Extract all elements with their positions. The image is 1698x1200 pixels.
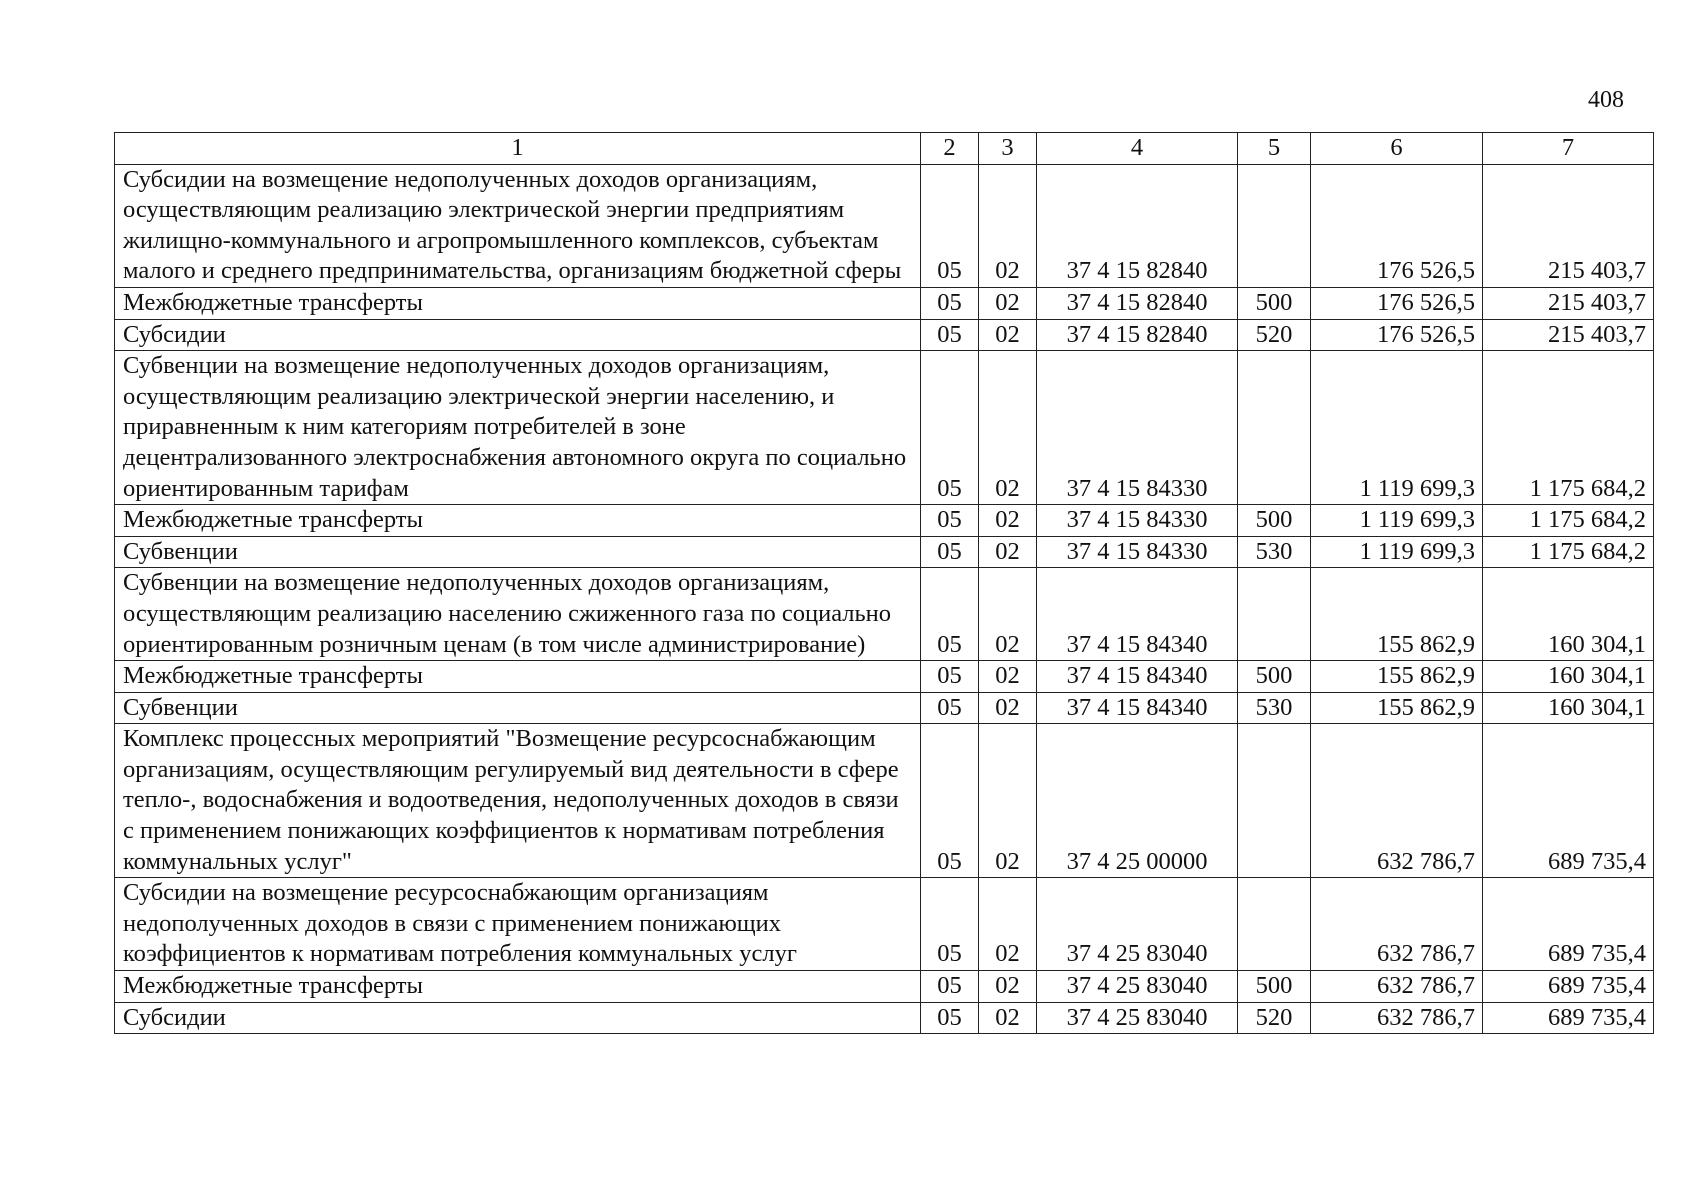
amount-col-7-cell: 689 735,4 [1483, 724, 1654, 878]
amount-col-7-cell: 1 175 684,2 [1483, 505, 1654, 537]
item-name-cell: Межбюджетные трансферты [115, 971, 921, 1003]
subsection-code-cell: 02 [979, 287, 1037, 319]
table-row [115, 568, 1654, 661]
target-article-code-cell: 37 4 15 82840 [1037, 287, 1238, 319]
table-row [115, 351, 1654, 505]
subsection-code-cell: 02 [979, 661, 1037, 693]
target-article-code-cell: 37 4 15 84330 [1037, 536, 1238, 568]
section-code-cell: 05 [921, 724, 979, 878]
subsection-code-cell: 02 [979, 505, 1037, 537]
target-article-code-cell: 37 4 15 84330 [1037, 505, 1238, 537]
amount-col-7-cell: 215 403,7 [1483, 319, 1654, 351]
amount-col-7-cell: 1 175 684,2 [1483, 536, 1654, 568]
table-row [115, 536, 1654, 568]
item-name-cell: Субсидии на возмещение недополученных доходов организациям, осуществляющим реализацию электрической энергии предприятиям жилищно-коммунального и агропромышленного комплексов, субъектам малого и среднего предпринимательства, организациям бюджетной сферы [115, 164, 921, 287]
expense-type-code-cell [1238, 164, 1311, 287]
column-header-5: 5 [1238, 133, 1311, 165]
subsection-code-cell: 02 [979, 724, 1037, 878]
target-article-code-cell: 37 4 15 82840 [1037, 164, 1238, 287]
table-row [115, 724, 1654, 878]
expense-type-code-cell: 520 [1238, 1002, 1311, 1034]
subsection-code-cell: 02 [979, 319, 1037, 351]
item-name-cell: Субвенции [115, 692, 921, 724]
amount-col-6-cell: 632 786,7 [1311, 971, 1483, 1003]
subsection-code-cell: 02 [979, 692, 1037, 724]
section-code-cell: 05 [921, 164, 979, 287]
table-row [115, 971, 1654, 1003]
item-name-cell: Субсидии [115, 1002, 921, 1034]
section-code-cell: 05 [921, 661, 979, 693]
item-name-cell: Субвенции на возмещение недополученных доходов организациям, осуществляющим реализацию населению сжиженного газа по социально ориентированным розничным ценам (в том числе администрирование) [115, 568, 921, 661]
table-row [115, 878, 1654, 971]
amount-col-7-cell: 160 304,1 [1483, 568, 1654, 661]
item-name-cell: Субсидии [115, 319, 921, 351]
subsection-code-cell: 02 [979, 536, 1037, 568]
amount-col-7-cell: 689 735,4 [1483, 878, 1654, 971]
amount-col-7-cell: 215 403,7 [1483, 164, 1654, 287]
table-row [115, 1002, 1654, 1034]
section-code-cell: 05 [921, 536, 979, 568]
table-header-row [115, 133, 1654, 165]
amount-col-6-cell: 176 526,5 [1311, 164, 1483, 287]
expense-type-code-cell: 530 [1238, 536, 1311, 568]
target-article-code-cell: 37 4 25 83040 [1037, 878, 1238, 971]
section-code-cell: 05 [921, 1002, 979, 1034]
amount-col-7-cell: 689 735,4 [1483, 971, 1654, 1003]
amount-col-6-cell: 176 526,5 [1311, 287, 1483, 319]
subsection-code-cell: 02 [979, 351, 1037, 505]
expense-type-code-cell [1238, 351, 1311, 505]
amount-col-6-cell: 155 862,9 [1311, 692, 1483, 724]
amount-col-6-cell: 1 119 699,3 [1311, 351, 1483, 505]
section-code-cell: 05 [921, 319, 979, 351]
table-row [115, 164, 1654, 287]
subsection-code-cell: 02 [979, 1002, 1037, 1034]
expense-type-code-cell [1238, 878, 1311, 971]
section-code-cell: 05 [921, 568, 979, 661]
section-code-cell: 05 [921, 692, 979, 724]
amount-col-6-cell: 155 862,9 [1311, 661, 1483, 693]
table-row [115, 661, 1654, 693]
target-article-code-cell: 37 4 15 84340 [1037, 661, 1238, 693]
column-header-6: 6 [1311, 133, 1483, 165]
table-row [115, 319, 1654, 351]
column-header-7: 7 [1483, 133, 1654, 165]
page-number: 408 [1588, 87, 1624, 113]
column-header-2: 2 [921, 133, 979, 165]
amount-col-6-cell: 1 119 699,3 [1311, 536, 1483, 568]
amount-col-7-cell: 160 304,1 [1483, 692, 1654, 724]
subsection-code-cell: 02 [979, 878, 1037, 971]
section-code-cell: 05 [921, 351, 979, 505]
section-code-cell: 05 [921, 971, 979, 1003]
column-header-3: 3 [979, 133, 1037, 165]
target-article-code-cell: 37 4 25 00000 [1037, 724, 1238, 878]
expense-type-code-cell [1238, 568, 1311, 661]
item-name-cell: Субвенции [115, 536, 921, 568]
expense-type-code-cell: 500 [1238, 971, 1311, 1003]
item-name-cell: Межбюджетные трансферты [115, 287, 921, 319]
expense-type-code-cell: 520 [1238, 319, 1311, 351]
target-article-code-cell: 37 4 15 84330 [1037, 351, 1238, 505]
expense-type-code-cell: 500 [1238, 287, 1311, 319]
target-article-code-cell: 37 4 15 82840 [1037, 319, 1238, 351]
table-row [115, 505, 1654, 537]
amount-col-7-cell: 215 403,7 [1483, 287, 1654, 319]
item-name-cell: Субвенции на возмещение недополученных доходов организациям, осуществляющим реализацию электрической энергии населению, и приравненным к ним категориям потребителей в зоне децентрализованного электроснабжения автономного округа по социально ориентированным тарифам [115, 351, 921, 505]
target-article-code-cell: 37 4 25 83040 [1037, 971, 1238, 1003]
item-name-cell: Межбюджетные трансферты [115, 505, 921, 537]
expense-type-code-cell: 500 [1238, 505, 1311, 537]
subsection-code-cell: 02 [979, 164, 1037, 287]
amount-col-6-cell: 632 786,7 [1311, 1002, 1483, 1034]
target-article-code-cell: 37 4 15 84340 [1037, 568, 1238, 661]
table-row [115, 692, 1654, 724]
target-article-code-cell: 37 4 25 83040 [1037, 1002, 1238, 1034]
budget-table [114, 132, 1654, 1034]
item-name-cell: Комплекс процессных мероприятий "Возмещение ресурсоснабжающим организациям, осуществляющим регулируемый вид деятельности в сфере тепло-, водоснабжения и водоотведения, недополученных доходов в связи с применением понижающих коэффициентов к нормативам потребления коммунальных услуг" [115, 724, 921, 878]
expense-type-code-cell [1238, 724, 1311, 878]
amount-col-6-cell: 632 786,7 [1311, 878, 1483, 971]
column-header-1: 1 [115, 133, 921, 165]
target-article-code-cell: 37 4 15 84340 [1037, 692, 1238, 724]
subsection-code-cell: 02 [979, 971, 1037, 1003]
section-code-cell: 05 [921, 505, 979, 537]
amount-col-6-cell: 155 862,9 [1311, 568, 1483, 661]
item-name-cell: Межбюджетные трансферты [115, 661, 921, 693]
column-header-4: 4 [1037, 133, 1238, 165]
section-code-cell: 05 [921, 878, 979, 971]
item-name-cell: Субсидии на возмещение ресурсоснабжающим организациям недополученных доходов в связи с применением понижающих коэффициентов к нормативам потребления коммунальных услуг [115, 878, 921, 971]
amount-col-7-cell: 1 175 684,2 [1483, 351, 1654, 505]
amount-col-6-cell: 1 119 699,3 [1311, 505, 1483, 537]
amount-col-6-cell: 632 786,7 [1311, 724, 1483, 878]
table-row [115, 287, 1654, 319]
amount-col-6-cell: 176 526,5 [1311, 319, 1483, 351]
amount-col-7-cell: 160 304,1 [1483, 661, 1654, 693]
expense-type-code-cell: 500 [1238, 661, 1311, 693]
amount-col-7-cell: 689 735,4 [1483, 1002, 1654, 1034]
section-code-cell: 05 [921, 287, 979, 319]
subsection-code-cell: 02 [979, 568, 1037, 661]
expense-type-code-cell: 530 [1238, 692, 1311, 724]
